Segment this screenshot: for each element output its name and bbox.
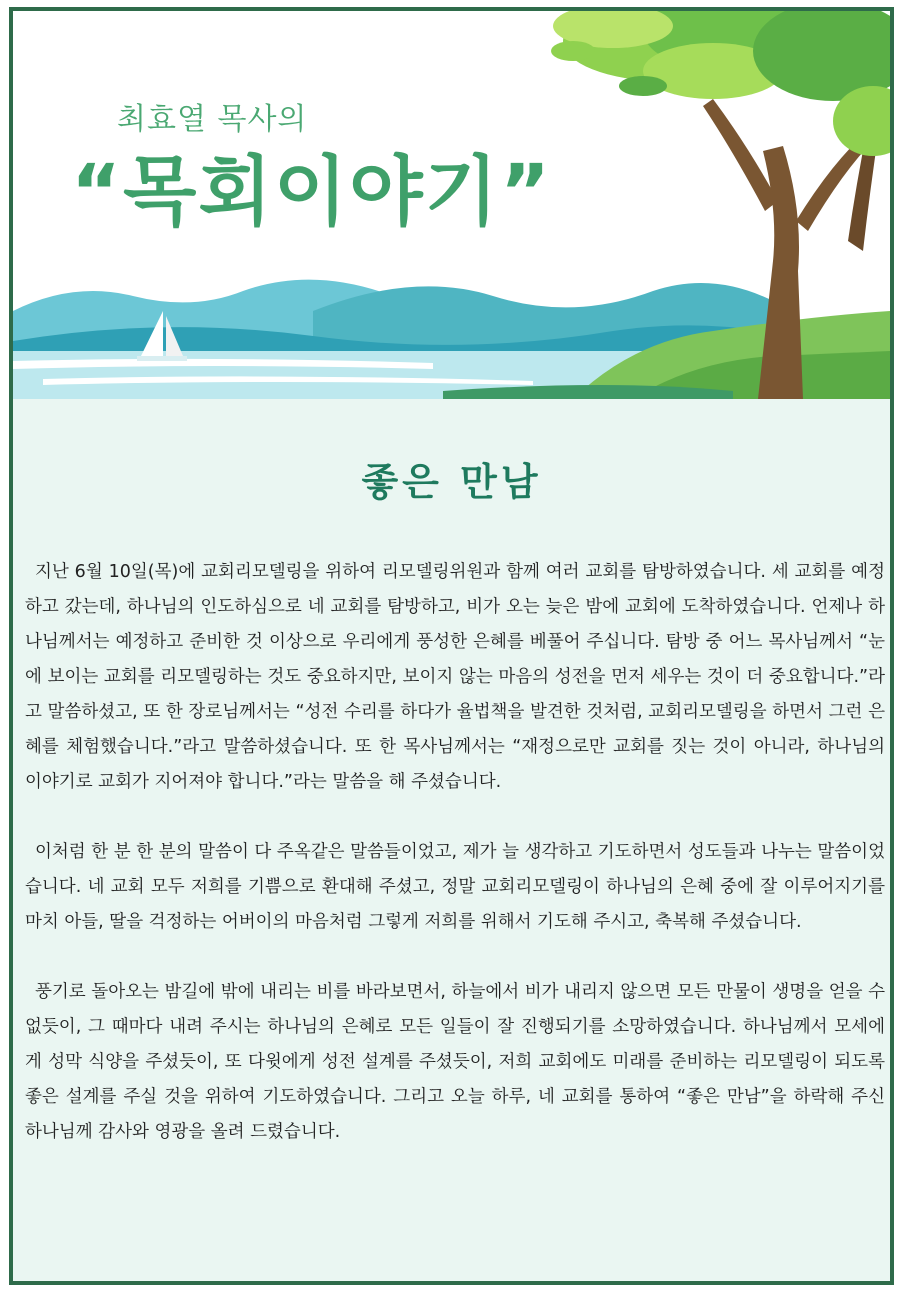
article-body	[25, 555, 885, 1185]
paragraph: 지난 6월 10일(목)에 교회리모델링을 위하여 리모델링위원과 함께 여러 교회를 탐방하였습니다. 세 교회를 예정하고 갔는데, 하나님의 인도하심으로 네 교회를 탐방하고, 비가 오는 늦은 밤에 교회에 도착하였습니다. 언제나 하나님께서는 예정하고 준비한 것 이상으로 우리에게 풍성한 은혜를 베풀어 주십니다. 탐방 중 어느 목사님께서 “눈에 보이는 교회를 리모델링하는 것도 중요하지만, 보이지 않는 마음의 성전을 먼저 세우는 것이 더 중요합니다.”라고 말씀하셨고, 또 한 장로님께서는 “성전 수리를 하다가 율법책을 발견한 것처럼, 교회리모델링을 하면서 그런 은혜를 체험했습니다.”라고 말씀하셨습니다. 또 한 목사님께서는 “재정으로만 교회를 짓는 것이 아니라, 하나님의 이야기로 교회가 지어져야 합니다.”라는 말씀을 해 주셨습니다.	[25, 562, 885, 792]
article-title: 좋은 만남	[361, 460, 542, 504]
header-banner	[13, 11, 890, 399]
paragraph: 풍기로 돌아오는 밤길에 밖에 내리는 비를 바라보면서, 하늘에서 비가 내리지 않으면 모든 만물이 생명을 얻을 수 없듯이, 그 때마다 내려 주시는 하나님의 은혜로 모든 일들이 잘 진행되기를 소망하였습니다. 하나님께서 모세에게 성막 식양을 주셨듯이, 또 다윗에게 성전 설계를 주셨듯이, 저희 교회에도 미래를 준비하는 리모델링이 되도록 좋은 설계를 주실 것을 위하여 기도하였습니다. 그리고 오늘 하루, 네 교회를 통하여 “좋은 만남”을 하락해 주신 하나님께 감사와 영광을 올려 드렸습니다.	[25, 982, 885, 1142]
banner-subtitle: 최효열 목사의	[117, 102, 308, 137]
banner-title: “목회이야기”	[71, 147, 552, 236]
page-frame	[9, 7, 894, 1285]
paragraph: 이처럼 한 분 한 분의 말씀이 다 주옥같은 말씀들이었고, 제가 늘 생각하고 기도하면서 성도들과 나누는 말씀이었습니다. 네 교회 모두 저희를 기쁨으로 환대해 주셨고, 정말 교회리모델링이 하나님의 은혜 중에 잘 이루어지기를 마치 아들, 딸을 걱정하는 어버이의 마음처럼 그렇게 저희를 위해서 기도해 주시고, 축복해 주셨습니다.	[25, 842, 885, 932]
